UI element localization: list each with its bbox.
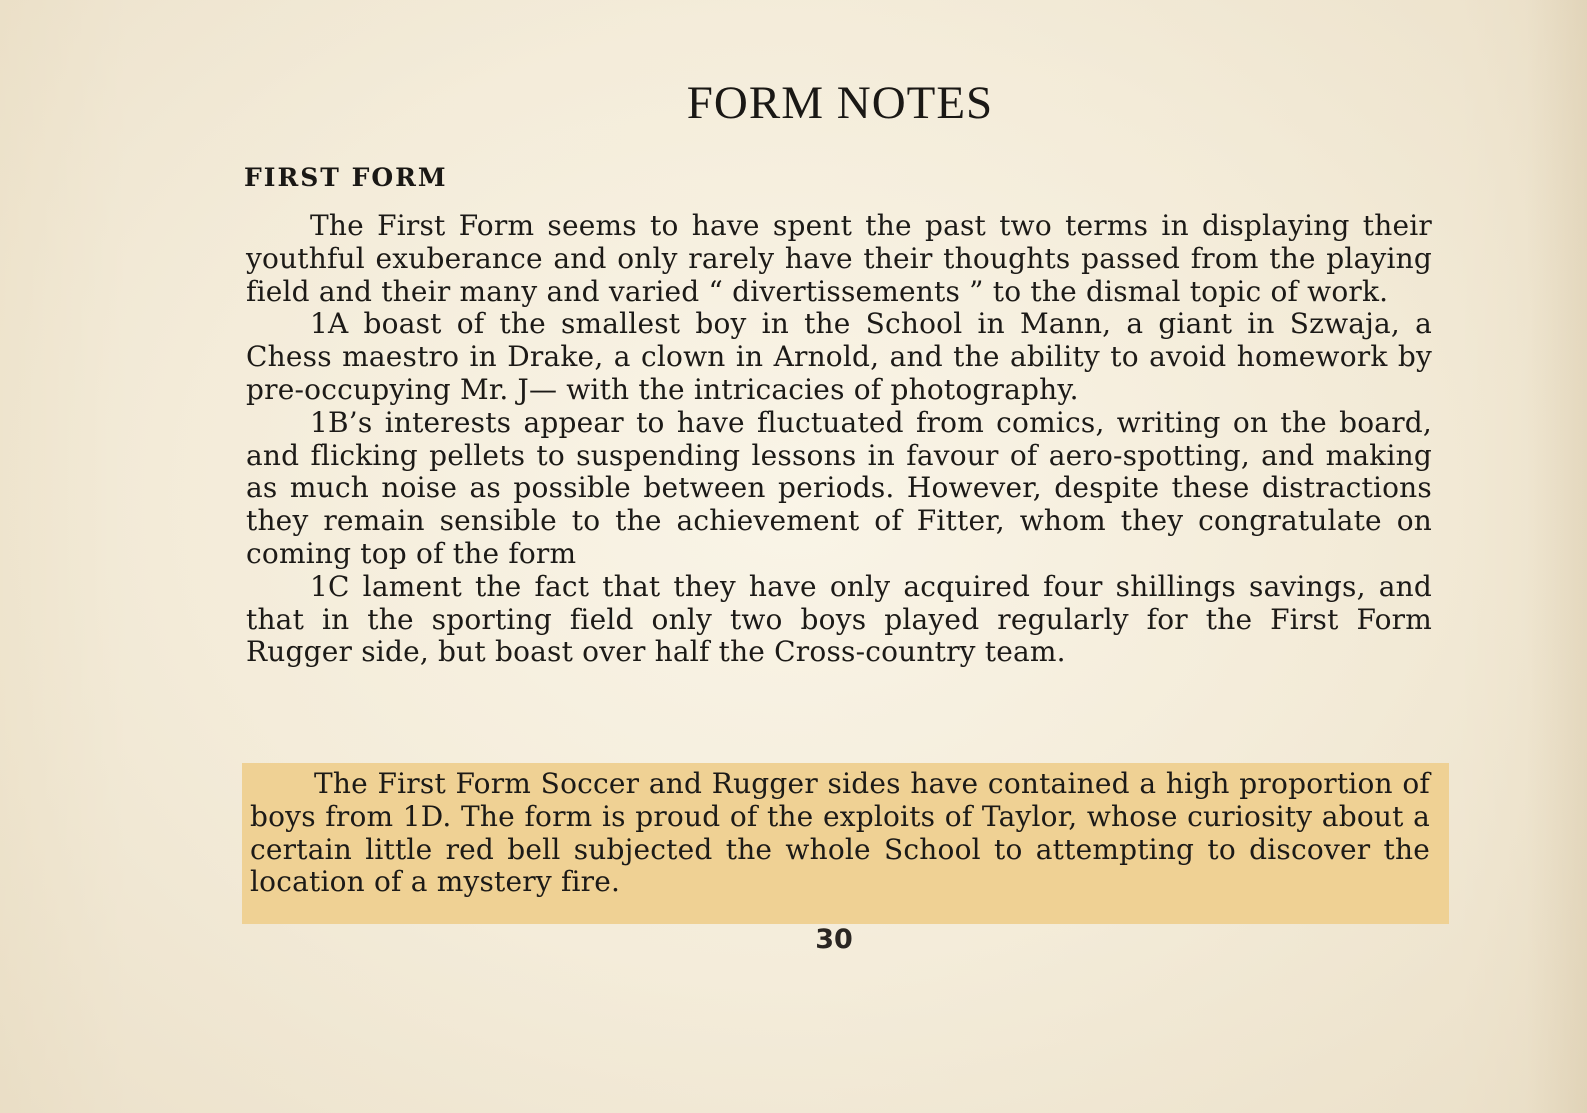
highlighted-section: [250, 768, 1430, 899]
paragraph-intro: The First Form seems to have spent the past two terms in displaying their youthful exuberance and only rarely have their thoughts passed from the playing field and their many and varied “ divertissements ” to the dismal topic of work.: [246, 209, 1432, 308]
paragraph-1b: 1B’s interests appear to have fluctuated from comics, writing on the board, and flicking pellets to suspending lessons in favour of aero-spotting, and making as much noise as possible between periods. However, despite these distractions they remain sensible to the achievement of Fitter, whom they congratulate on coming top of the form: [246, 405, 1432, 570]
paragraph-1c: 1C lament the fact that they have only acquired four shillings savings, and that in the sporting field only two boys played regularly for the First Form Rugger side, but boast over half the Cross-country team.: [246, 569, 1432, 669]
paragraph-1a: 1A boast of the smallest boy in the School in Mann, a giant in Szwaja, a Chess maestro in Drake, a clown in Arnold, and the ability to avoid homework by pre-occupying Mr. J— with the intricacies of photography.: [246, 307, 1432, 406]
page-number: 30: [815, 924, 853, 955]
section-heading: FIRST FORM: [244, 163, 448, 192]
section-body: [246, 210, 1432, 669]
paragraph-1d-highlighted: The First Form Soccer and Rugger sides have contained a high proportion of boys from 1D. The form is proud of the exploits of Taylor, whose curiosity about a certain little red bell subjected the whole School to attempting to discover the location of a mystery fire.: [250, 767, 1430, 899]
page-title: FORM NOTES: [686, 77, 994, 129]
